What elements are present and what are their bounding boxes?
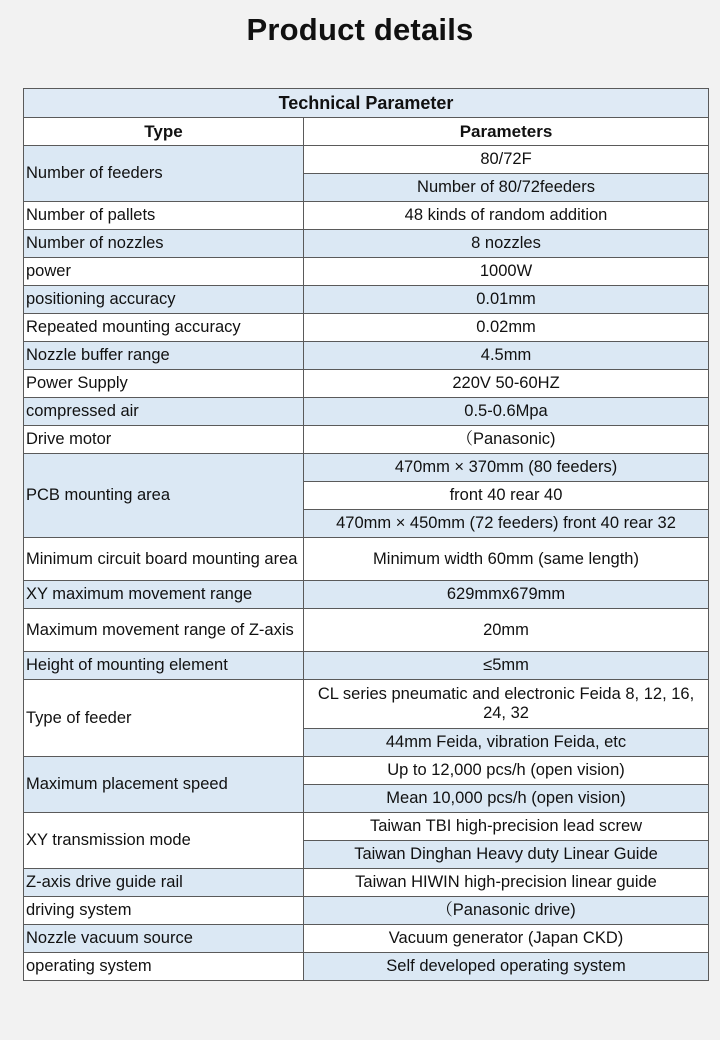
table-row xyxy=(24,146,709,174)
row-value: 0.5-0.6Mpa xyxy=(304,398,709,426)
row-label: Repeated mounting accuracy xyxy=(24,314,304,342)
table-row xyxy=(24,757,709,785)
row-label: XY maximum movement range xyxy=(24,581,304,609)
row-value: front 40 rear 40 xyxy=(304,482,709,510)
row-value: Vacuum generator (Japan CKD) xyxy=(304,925,709,953)
row-value: 0.02mm xyxy=(304,314,709,342)
row-value: 48 kinds of random addition xyxy=(304,202,709,230)
row-label: power xyxy=(24,258,304,286)
row-label: driving system xyxy=(24,897,304,925)
row-value: 470mm × 370mm (80 feeders) xyxy=(304,454,709,482)
row-value: Mean 10,000 pcs/h (open vision) xyxy=(304,785,709,813)
table-row xyxy=(24,202,709,230)
table-row xyxy=(24,538,709,581)
row-label: PCB mounting area xyxy=(24,454,304,538)
row-label: operating system xyxy=(24,953,304,981)
row-value: Taiwan HIWIN high-precision linear guide xyxy=(304,869,709,897)
row-label: Maximum placement speed xyxy=(24,757,304,813)
table-title: Technical Parameter xyxy=(24,89,709,118)
table-row xyxy=(24,925,709,953)
row-value: Self developed operating system xyxy=(304,953,709,981)
row-value: （Panasonic drive) xyxy=(304,897,709,925)
row-label: Number of nozzles xyxy=(24,230,304,258)
table-row xyxy=(24,258,709,286)
row-value: 629mmx679mm xyxy=(304,581,709,609)
row-value: Taiwan Dinghan Heavy duty Linear Guide xyxy=(304,841,709,869)
table-row xyxy=(24,314,709,342)
row-label: Z-axis drive guide rail xyxy=(24,869,304,897)
row-value: 8 nozzles xyxy=(304,230,709,258)
row-value: ≤5mm xyxy=(304,652,709,680)
row-value: 44mm Feida, vibration Feida, etc xyxy=(304,729,709,757)
table-row xyxy=(24,680,709,729)
table-title-row xyxy=(24,89,709,118)
row-value: Taiwan TBI high-precision lead screw xyxy=(304,813,709,841)
table-row xyxy=(24,286,709,314)
table-row xyxy=(24,869,709,897)
table-row xyxy=(24,454,709,482)
row-label: XY transmission mode xyxy=(24,813,304,869)
table-row xyxy=(24,609,709,652)
table-row xyxy=(24,953,709,981)
row-value: 20mm xyxy=(304,609,709,652)
row-value: Number of 80/72feeders xyxy=(304,174,709,202)
row-value: 0.01mm xyxy=(304,286,709,314)
row-label: Power Supply xyxy=(24,370,304,398)
table-row xyxy=(24,897,709,925)
table-row xyxy=(24,370,709,398)
table-row xyxy=(24,230,709,258)
row-label: Minimum circuit board mounting area xyxy=(24,538,304,581)
row-label: compressed air xyxy=(24,398,304,426)
row-label: Height of mounting element xyxy=(24,652,304,680)
row-value: Up to 12,000 pcs/h (open vision) xyxy=(304,757,709,785)
table-row xyxy=(24,813,709,841)
row-value: 1000W xyxy=(304,258,709,286)
technical-parameter-table xyxy=(23,88,709,981)
table-row xyxy=(24,426,709,454)
row-value: 80/72F xyxy=(304,146,709,174)
row-label: Nozzle vacuum source xyxy=(24,925,304,953)
table-row xyxy=(24,581,709,609)
row-label: Number of feeders xyxy=(24,146,304,202)
table-row xyxy=(24,342,709,370)
row-value: （Panasonic) xyxy=(304,426,709,454)
row-label: Type of feeder xyxy=(24,680,304,757)
table-row xyxy=(24,398,709,426)
row-value: 470mm × 450mm (72 feeders) front 40 rear 32 xyxy=(304,510,709,538)
row-label: Number of pallets xyxy=(24,202,304,230)
row-value: CL series pneumatic and electronic Feida 8, 12, 16, 24, 32 xyxy=(304,680,709,729)
row-label: Drive motor xyxy=(24,426,304,454)
table-header-row xyxy=(24,118,709,146)
page-title: Product details xyxy=(246,12,474,47)
row-value: Minimum width 60mm (same length) xyxy=(304,538,709,581)
row-value: 4.5mm xyxy=(304,342,709,370)
table-row xyxy=(24,652,709,680)
column-header-type: Type xyxy=(24,118,304,146)
row-label: positioning accuracy xyxy=(24,286,304,314)
column-header-parameters: Parameters xyxy=(304,118,709,146)
row-value: 220V 50-60HZ xyxy=(304,370,709,398)
row-label: Maximum movement range of Z-axis xyxy=(24,609,304,652)
row-label: Nozzle buffer range xyxy=(24,342,304,370)
